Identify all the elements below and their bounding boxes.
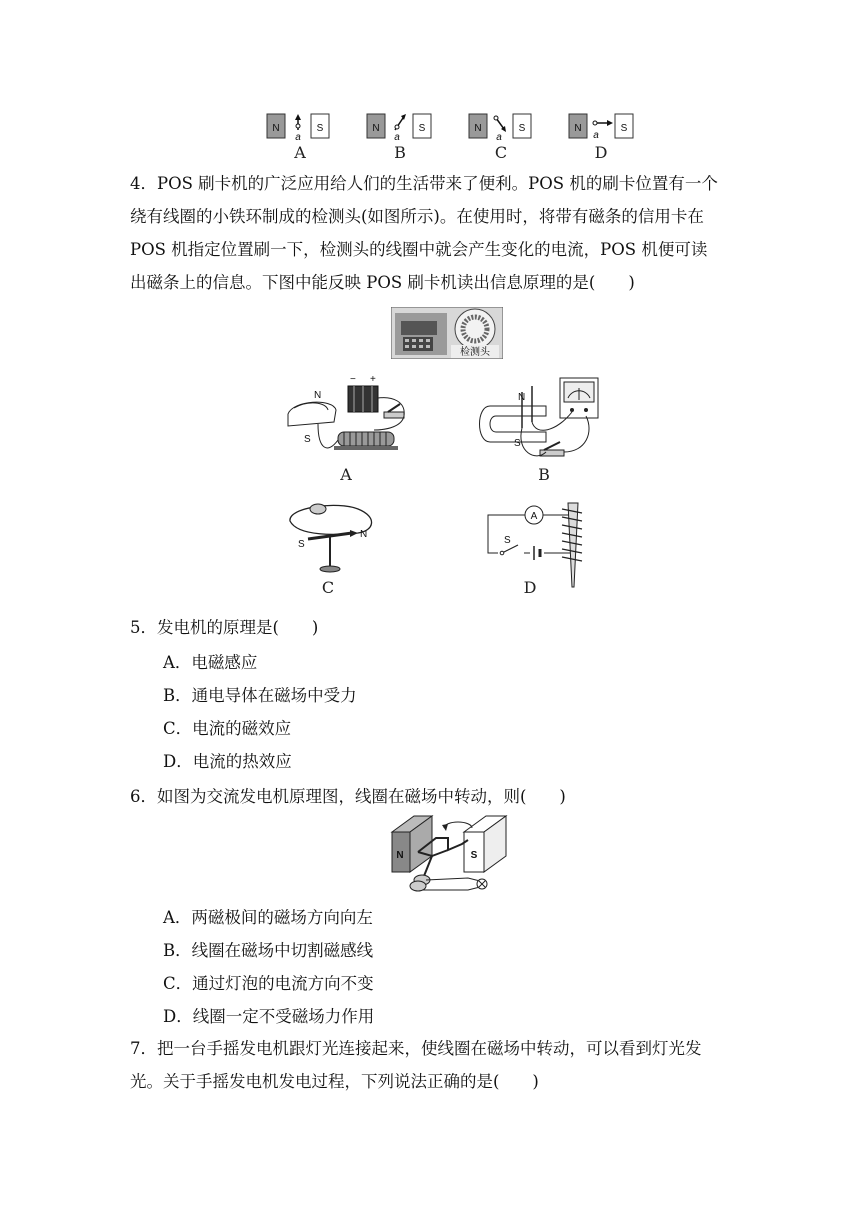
south-pole-label: S [620,123,628,134]
north-label: N [314,390,322,401]
ac-generator-figure [388,810,510,898]
question-5-stem: 5．发电机的原理是( ) [130,618,319,637]
question-6-option-d: D．线圈一定不受磁场力作用 [163,1007,375,1026]
north-label: N [518,392,526,403]
battery-plus-label: + [370,374,376,385]
question-6-option-a: A．两磁极间的磁场方向向左 [163,908,373,927]
battery-minus-label: − [350,374,356,385]
question-4-line: 4．POS 刷卡机的广泛应用给人们的生活带来了便利。POS 机的刷卡位置有一个 [130,174,718,193]
point-a-label: a [394,132,400,143]
south-label: S [304,434,311,445]
option-d-diagram [569,114,633,162]
question-4-line: 绕有线圈的小铁环制成的检测头(如图所示)。在使用时，将带有磁条的信用卡在 [130,207,704,226]
diagram-d [478,497,598,601]
question-6-option-b: B．线圈在磁场中切割磁感线 [163,941,374,960]
point-a-label: a [496,132,502,143]
diagram-a-caption: A [340,465,352,484]
option-a-diagram [267,114,329,162]
south-pole-label: S [518,123,526,134]
detection-head-label: 检测头 [460,347,490,358]
question-4-stem [130,167,734,299]
question-4-line: POS 机指定位置刷一下，检测头的线圈中就会产生变化的电流，POS 机便可读 [130,240,708,259]
north-pole-label: N [396,850,404,861]
pos-terminal-photo [391,307,503,359]
diagram-b-caption: B [538,465,550,484]
question-5-option-d: D．电流的热效应 [163,752,292,771]
north-label: N [360,529,368,540]
option-b-diagram [367,114,431,162]
question-6-option-c: C．通过灯泡的电流方向不变 [163,974,374,993]
south-pole-label: S [316,123,324,134]
diagram-d-caption: D [523,578,537,597]
ammeter-label: A [530,511,538,522]
question-5-option-a: A．电磁感应 [163,653,258,672]
south-label: S [514,438,521,449]
question-5-option-b: B．通电导体在磁场中受力 [163,686,357,705]
south-pole-label: S [470,850,478,861]
point-a-label: a [593,130,599,141]
option-c-caption: C [494,143,508,162]
diagram-c-caption: C [321,578,335,597]
option-a-caption: A [294,143,306,162]
south-pole-label: S [418,123,426,134]
question-4-line: 出磁条上的信息。下图中能反映 POS 刷卡机读出信息原理的是( ) [130,273,635,292]
south-label: S [298,539,305,550]
diagram-b [476,372,616,490]
question-7-line: 7．把一台手摇发电机跟灯光连接起来，使线圈在磁场中转动，可以看到灯光发 [130,1039,702,1058]
north-pole-label: N [574,123,582,134]
question-5-option-c: C．电流的磁效应 [163,719,292,738]
diagram-c [278,497,418,601]
switch-label: S [504,535,511,546]
magnet-options-figure [255,108,655,166]
point-a-label: a [295,132,301,143]
option-c-diagram [469,114,531,162]
north-pole-label: N [272,123,280,134]
option-b-caption: B [394,143,406,162]
question-6-stem: 6．如图为交流发电机原理图，线圈在磁场中转动，则( ) [130,787,566,806]
question-7-stem [130,1032,734,1098]
option-d-caption: D [594,143,608,162]
diagram-a [278,372,418,490]
north-pole-label: N [474,123,482,134]
question-7-line: 光。关于手摇发电机发电过程，下列说法正确的是( ) [130,1072,539,1091]
north-pole-label: N [372,123,380,134]
